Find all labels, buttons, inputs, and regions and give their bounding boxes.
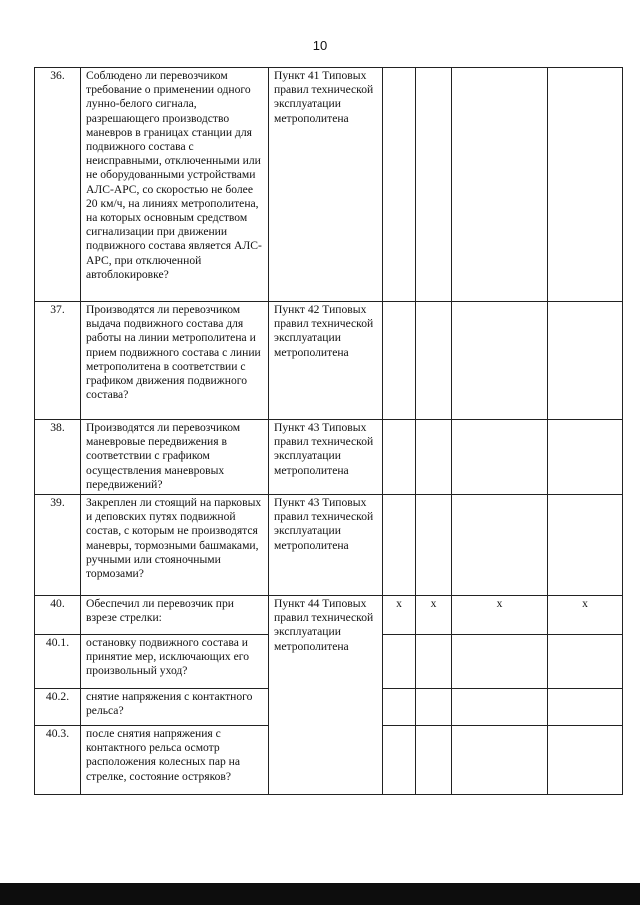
- question-text: после снятия напряжения с контактного рельса осмотр расположения колесных пар на стрелке, состояние остряков?: [81, 726, 269, 795]
- row-number: 40.1.: [35, 635, 81, 689]
- answer-cell-na: [452, 420, 548, 495]
- mark-cell: x: [452, 596, 548, 635]
- table-row: [35, 596, 623, 635]
- reference-text: Пункт 41 Типовых правил технической эксплуатации метрополитена: [269, 68, 383, 302]
- row-number: 40.: [35, 596, 81, 635]
- answer-cell-na: [452, 302, 548, 420]
- answer-cell-note: [548, 726, 623, 795]
- answer-cell-no: [416, 495, 452, 596]
- row-number: 39.: [35, 495, 81, 596]
- answer-cell-no: [416, 302, 452, 420]
- answer-cell-note: [548, 302, 623, 420]
- reference-text: Пункт 43 Типовых правил технической эксплуатации метрополитена: [269, 420, 383, 495]
- answer-cell-na: [452, 689, 548, 726]
- question-text: снятие напряжения с контактного рельса?: [81, 689, 269, 726]
- answer-cell-na: [452, 726, 548, 795]
- row-number: 36.: [35, 68, 81, 302]
- mark-cell: x: [548, 596, 623, 635]
- table-row: [35, 302, 623, 420]
- row-number: 37.: [35, 302, 81, 420]
- answer-cell-no: [416, 689, 452, 726]
- answer-cell-no: [416, 726, 452, 795]
- reference-text: Пункт 42 Типовых правил технической эксплуатации метрополитена: [269, 302, 383, 420]
- scan-edge: [0, 883, 640, 905]
- question-text: Соблюдено ли перевозчиком требование о применении одного лунно-белого сигнала, разрешающего производство маневров в границах станции для подвижного состава с неисправными, отключенными или не оборудованными устройствами АЛС-АРС, со скоростью не более 20 км/ч, на линиях метрополитена, на которых основным средством сигнализации при движении подвижного состава является АЛС-АРС, при отключенной автоблокировке?: [81, 68, 269, 302]
- question-text: Производятся ли перевозчиком выдача подвижного состава для работы на линии метрополитена и прием подвижного состава с линии метрополитена в соответствии с графиком движения подвижного состава?: [81, 302, 269, 420]
- answer-cell-yes: [383, 420, 416, 495]
- answer-cell-note: [548, 68, 623, 302]
- answer-cell-na: [452, 495, 548, 596]
- question-text: остановку подвижного состава и принятие мер, исключающих его произвольный уход?: [81, 635, 269, 689]
- table-row: [35, 68, 623, 302]
- answer-cell-no: [416, 420, 452, 495]
- answer-cell-yes: [383, 68, 416, 302]
- question-text: Производятся ли перевозчиком маневровые передвижения в соответствии с графиком осуществления маневровых передвижений?: [81, 420, 269, 495]
- answer-cell-note: [548, 635, 623, 689]
- reference-text: Пункт 43 Типовых правил технической эксплуатации метрополитена: [269, 495, 383, 596]
- answer-cell-note: [548, 689, 623, 726]
- table-row: [35, 420, 623, 495]
- table-row: [35, 495, 623, 596]
- row-number: 38.: [35, 420, 81, 495]
- reference-text: Пункт 44 Типовых правил технической эксплуатации метрополитена: [269, 596, 383, 795]
- question-text: Обеспечил ли перевозчик при взрезе стрелки:: [81, 596, 269, 635]
- answer-cell-no: [416, 68, 452, 302]
- mark-cell: x: [416, 596, 452, 635]
- question-text: Закреплен ли стоящий на парковых и деповских путях подвижной состав, с которым не производятся маневры, тормозными башмаками, ручными или стояночными тормозами?: [81, 495, 269, 596]
- mark-cell: x: [383, 596, 416, 635]
- answer-cell-na: [452, 635, 548, 689]
- answer-cell-note: [548, 495, 623, 596]
- answer-cell-yes: [383, 689, 416, 726]
- answer-cell-yes: [383, 495, 416, 596]
- answer-cell-na: [452, 68, 548, 302]
- row-number: 40.2.: [35, 689, 81, 726]
- answer-cell-yes: [383, 635, 416, 689]
- page-number: 10: [312, 38, 328, 53]
- answer-cell-note: [548, 420, 623, 495]
- row-number: 40.3.: [35, 726, 81, 795]
- checklist-table: [34, 67, 623, 795]
- answer-cell-yes: [383, 726, 416, 795]
- answer-cell-yes: [383, 302, 416, 420]
- answer-cell-no: [416, 635, 452, 689]
